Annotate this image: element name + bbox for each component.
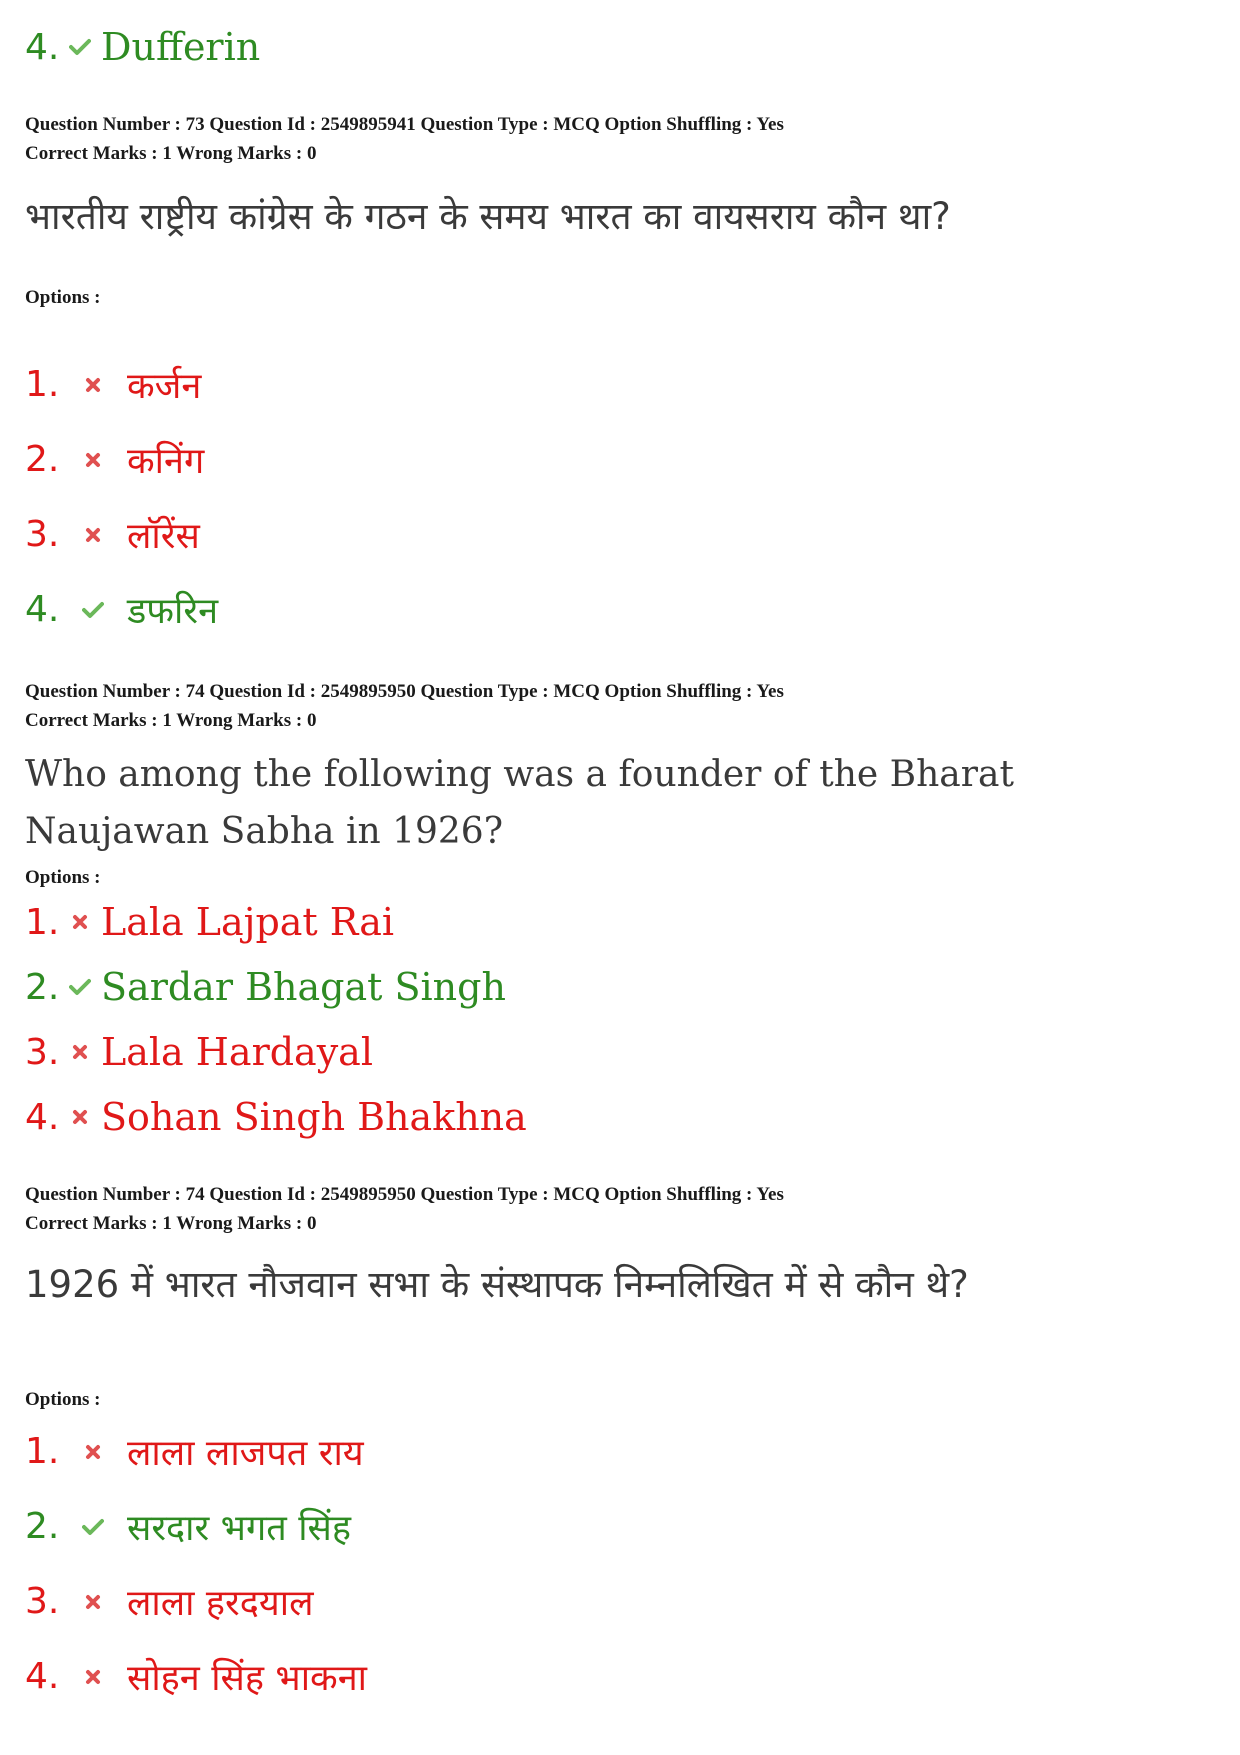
option-row-correct xyxy=(25,965,506,1009)
option-row xyxy=(25,510,200,559)
options-label: Options : xyxy=(25,1389,101,1410)
cross-icon xyxy=(75,527,111,543)
cross-icon xyxy=(75,452,111,468)
option-number: 4. xyxy=(25,1096,60,1138)
options-label: Options : xyxy=(25,867,101,888)
option-row-correct xyxy=(25,25,260,69)
question-meta-line2: Correct Marks : 1 Wrong Marks : 0 xyxy=(25,710,317,731)
option-number: 1. xyxy=(25,1431,60,1472)
question-text: 1926 में भारत नौजवान सभा के संस्थापक निम्नलिखित में से कौन थे? xyxy=(25,1263,969,1306)
cross-icon xyxy=(75,1669,111,1685)
option-number: 4. xyxy=(25,26,60,68)
cross-icon xyxy=(75,1594,111,1610)
option-number: 4. xyxy=(25,1656,60,1697)
check-icon xyxy=(67,978,93,996)
option-text: Lala Hardayal xyxy=(101,1030,373,1074)
option-row xyxy=(25,1577,313,1626)
question-meta-line1: Question Number : 74 Question Id : 2549895950 Question Type : MCQ Option Shuffling : Yes xyxy=(25,1184,784,1205)
option-number: 2. xyxy=(25,966,60,1008)
option-text: Lala Lajpat Rai xyxy=(101,900,395,944)
cross-icon xyxy=(67,1109,93,1125)
option-text: कनिंग xyxy=(127,441,205,482)
check-icon xyxy=(75,601,111,619)
option-row-correct xyxy=(25,1502,351,1551)
option-text: Sardar Bhagat Singh xyxy=(101,965,506,1009)
option-number: 1. xyxy=(25,901,60,943)
option-row xyxy=(25,1427,364,1476)
option-row xyxy=(25,1030,373,1074)
option-number: 3. xyxy=(25,514,60,555)
option-text: लाला हरदयाल xyxy=(127,1583,314,1624)
option-row xyxy=(25,1652,367,1701)
option-row xyxy=(25,435,204,484)
check-icon xyxy=(67,38,93,56)
option-text: कर्जन xyxy=(127,366,202,407)
option-text: लाला लाजपत राय xyxy=(127,1433,364,1474)
option-text: Sohan Singh Bhakhna xyxy=(101,1095,527,1139)
option-row xyxy=(25,900,394,944)
option-row xyxy=(25,360,201,409)
question-meta-line1: Question Number : 74 Question Id : 2549895950 Question Type : MCQ Option Shuffling : Yes xyxy=(25,681,784,702)
option-text: सरदार भगत सिंह xyxy=(127,1508,351,1549)
question-meta-line1: Question Number : 73 Question Id : 2549895941 Question Type : MCQ Option Shuffling : Yes xyxy=(25,114,784,135)
cross-icon xyxy=(75,377,111,393)
option-text: सोहन सिंह भाकना xyxy=(127,1658,368,1699)
question-meta xyxy=(25,1180,784,1238)
question-text: Who among the following was a founder of the Bharat Naujawan Sabha in 1926? xyxy=(25,754,1014,852)
cross-icon xyxy=(75,1444,111,1460)
question-meta-line2: Correct Marks : 1 Wrong Marks : 0 xyxy=(25,1213,317,1234)
option-number: 2. xyxy=(25,1506,60,1547)
option-number: 1. xyxy=(25,364,60,405)
question-text: भारतीय राष्ट्रीय कांग्रेस के गठन के समय भारत का वायसराय कौन था? xyxy=(25,195,951,238)
cross-icon xyxy=(67,1044,93,1060)
option-number: 3. xyxy=(25,1031,60,1073)
cross-icon xyxy=(67,914,93,930)
options-label: Options : xyxy=(25,287,101,308)
option-row-correct xyxy=(25,585,218,634)
check-icon xyxy=(75,1518,111,1536)
option-number: 2. xyxy=(25,439,60,480)
option-text: लॉरेंस xyxy=(127,516,200,557)
question-meta-line2: Correct Marks : 1 Wrong Marks : 0 xyxy=(25,143,317,164)
option-number: 3. xyxy=(25,1581,60,1622)
question-meta xyxy=(25,677,784,735)
option-text: Dufferin xyxy=(101,25,261,69)
option-row xyxy=(25,1095,527,1139)
question-meta xyxy=(25,110,784,168)
option-number: 4. xyxy=(25,589,60,630)
option-text: डफरिन xyxy=(127,591,219,632)
